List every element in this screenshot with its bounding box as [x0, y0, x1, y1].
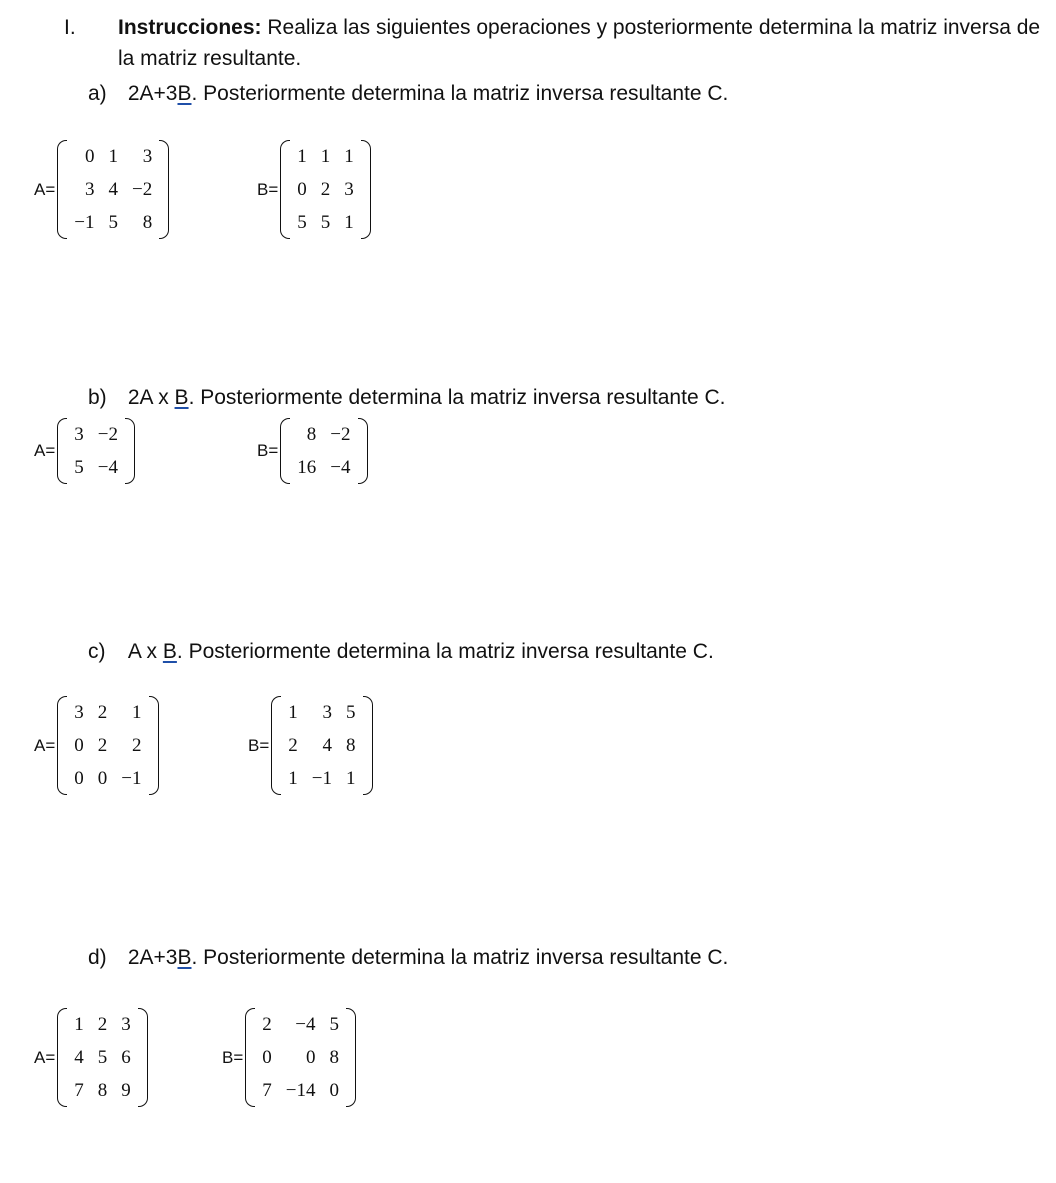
matrix-cell: 5 — [346, 702, 356, 723]
matrix-row — [255, 1041, 346, 1074]
section-instruction: Posteriormente determina la matriz inversa resultante C. — [197, 82, 729, 105]
matrix-cell: 1 — [132, 702, 142, 723]
matrix-b — [280, 140, 371, 239]
matrix-cell: 8 — [346, 735, 356, 756]
matrix-b-group — [257, 140, 371, 239]
matrix-b-name: B= — [222, 1047, 244, 1067]
heading-body: Realiza las siguientes operaciones y posteriormente determina la matriz inversa de la matriz resultante. — [118, 16, 1041, 70]
matrix-cell: 3 — [322, 702, 332, 723]
matrix-cell: 3 — [85, 179, 95, 200]
matrix-row — [67, 762, 148, 795]
matrix-cell: 5 — [320, 212, 331, 233]
matrix-cell: −2 — [330, 424, 351, 445]
matrix-cell: 8 — [97, 1080, 108, 1101]
matrix-cell: 5 — [74, 457, 84, 478]
operation — [128, 640, 183, 663]
operation-underlined: B — [177, 946, 192, 969]
matrix-a-group — [34, 696, 159, 795]
matrix-cell: 0 — [262, 1047, 272, 1068]
operation-prefix: 2A+3 — [127, 82, 178, 105]
matrix-cell: 9 — [121, 1080, 131, 1101]
operation — [128, 946, 198, 969]
section-b-line — [88, 384, 725, 412]
matrix-cell: 2 — [97, 702, 108, 723]
matrix-row — [281, 762, 362, 795]
operation-suffix: . — [188, 386, 195, 409]
heading-bold-label: Instrucciones: — [118, 16, 262, 39]
matrix-a-group — [34, 418, 135, 484]
matrix-cell: 4 — [322, 735, 332, 756]
section-instruction: Posteriormente determina la matriz inversa resultante C. — [197, 946, 729, 969]
matrix-a — [57, 1008, 148, 1107]
section-instruction: Posteriormente determina la matriz inversa resultante C. — [194, 386, 726, 409]
matrix-b — [271, 696, 372, 795]
matrix-row — [281, 696, 362, 729]
matrix-row — [255, 1008, 346, 1041]
instructions-heading — [64, 12, 1044, 74]
matrix-cell: 8 — [142, 212, 153, 233]
matrix-cell: 5 — [97, 1047, 108, 1068]
matrix-cell: 2 — [132, 735, 142, 756]
matrix-cell: 6 — [121, 1047, 131, 1068]
section-label: b) — [88, 386, 107, 409]
matrix-cell: 1 — [344, 146, 354, 167]
matrix-cell: 3 — [121, 1014, 131, 1035]
section-instruction: Posteriormente determina la matriz inversa resultante C. — [182, 640, 714, 663]
matrix-cell: 0 — [297, 179, 307, 200]
matrix-cell: 0 — [74, 735, 84, 756]
operation-suffix: . — [191, 946, 198, 969]
matrix-cell: 2 — [97, 735, 108, 756]
matrix-cell: −4 — [330, 457, 351, 478]
matrix-a — [57, 418, 135, 484]
matrix-row — [67, 696, 148, 729]
matrix-cell: 5 — [329, 1014, 339, 1035]
matrix-row — [290, 206, 361, 239]
matrix-b-name: B= — [257, 179, 279, 199]
operation-underlined: B — [174, 386, 189, 409]
matrix-a-name: A= — [34, 1047, 56, 1067]
matrix-b-group — [222, 1008, 356, 1107]
matrix-cell: 4 — [108, 179, 118, 200]
heading-text — [118, 12, 1044, 74]
matrix-a-name: A= — [34, 179, 56, 199]
matrix-cell: 5 — [297, 212, 307, 233]
matrix-a-name: A= — [34, 735, 56, 755]
matrix-cell: 7 — [262, 1080, 272, 1101]
matrix-cell: 0 — [85, 146, 95, 167]
matrix-a — [57, 140, 169, 239]
matrix-cell: −4 — [295, 1014, 316, 1035]
matrix-b-name: B= — [248, 735, 270, 755]
matrix-cell: −1 — [121, 768, 142, 789]
matrix-cell: 0 — [329, 1080, 339, 1101]
matrix-cell: −2 — [97, 424, 118, 445]
matrix-cell: −4 — [97, 457, 118, 478]
operation-prefix: 2A+3 — [127, 946, 178, 969]
matrix-row — [290, 451, 357, 484]
matrix-cell: 8 — [329, 1047, 339, 1068]
matrix-row — [67, 1041, 138, 1074]
matrix-a — [57, 696, 158, 795]
matrix-cell: 0 — [306, 1047, 316, 1068]
matrix-row — [255, 1074, 346, 1107]
section-label: d) — [88, 946, 107, 969]
matrix-row — [290, 140, 361, 173]
matrix-row — [67, 206, 159, 239]
operation-suffix: . — [191, 82, 198, 105]
operation — [128, 82, 198, 105]
matrix-b-name: B= — [257, 441, 279, 460]
matrix-a-group — [34, 1008, 148, 1107]
section-a-line — [88, 80, 728, 108]
matrix-cell: 5 — [108, 212, 118, 233]
matrix-cell: 7 — [74, 1080, 84, 1101]
matrix-cell: 1 — [344, 212, 354, 233]
operation-underlined: B — [177, 82, 192, 105]
matrix-row — [67, 729, 148, 762]
matrix-cell: 1 — [108, 146, 118, 167]
matrix-b-group — [257, 418, 368, 484]
operation-suffix: . — [176, 640, 183, 663]
matrix-cell: 2 — [320, 179, 331, 200]
matrix-cell: 0 — [74, 768, 84, 789]
matrix-row — [67, 140, 159, 173]
operation-underlined: B — [162, 640, 177, 663]
matrix-cell: 1 — [297, 146, 307, 167]
matrix-a-group — [34, 140, 169, 239]
operation — [128, 386, 195, 409]
matrix-cell: −1 — [74, 212, 95, 233]
matrix-cell: 0 — [97, 768, 108, 789]
section-d-line — [88, 944, 728, 972]
matrix-cell: 4 — [74, 1047, 84, 1068]
operation-prefix: 2A x — [127, 386, 175, 409]
matrix-row — [67, 1008, 138, 1041]
matrix-cell: 2 — [288, 735, 298, 756]
matrix-cell: 1 — [74, 1014, 84, 1035]
matrix-row — [67, 451, 125, 484]
heading-number: I. — [64, 16, 76, 39]
operation-prefix: A x — [127, 640, 163, 663]
matrix-cell: −1 — [311, 768, 332, 789]
section-c-line — [88, 638, 714, 666]
section-label: c) — [88, 640, 106, 663]
matrix-cell: 8 — [306, 424, 317, 445]
matrix-row — [67, 173, 159, 206]
matrix-b — [245, 1008, 356, 1107]
matrix-row — [290, 173, 361, 206]
matrix-cell: 1 — [288, 768, 298, 789]
matrix-cell: −14 — [285, 1080, 316, 1101]
matrix-cell: 1 — [346, 768, 356, 789]
matrix-cell: 2 — [262, 1014, 272, 1035]
matrix-cell: 3 — [142, 146, 153, 167]
matrix-row — [281, 729, 362, 762]
matrix-b — [280, 418, 367, 484]
matrix-row — [290, 418, 357, 451]
matrix-cell: 1 — [288, 702, 298, 723]
matrix-cell: 16 — [297, 457, 317, 478]
matrix-cell: 2 — [97, 1014, 108, 1035]
section-label: a) — [88, 82, 107, 105]
matrix-cell: 3 — [344, 179, 354, 200]
matrix-cell: 3 — [74, 424, 84, 445]
matrix-b-group — [248, 696, 373, 795]
matrix-cell: −2 — [132, 179, 153, 200]
matrix-a-name: A= — [34, 441, 56, 460]
matrix-cell: 3 — [74, 702, 84, 723]
matrix-row — [67, 1074, 138, 1107]
matrix-row — [67, 418, 125, 451]
matrix-cell: 1 — [320, 146, 331, 167]
